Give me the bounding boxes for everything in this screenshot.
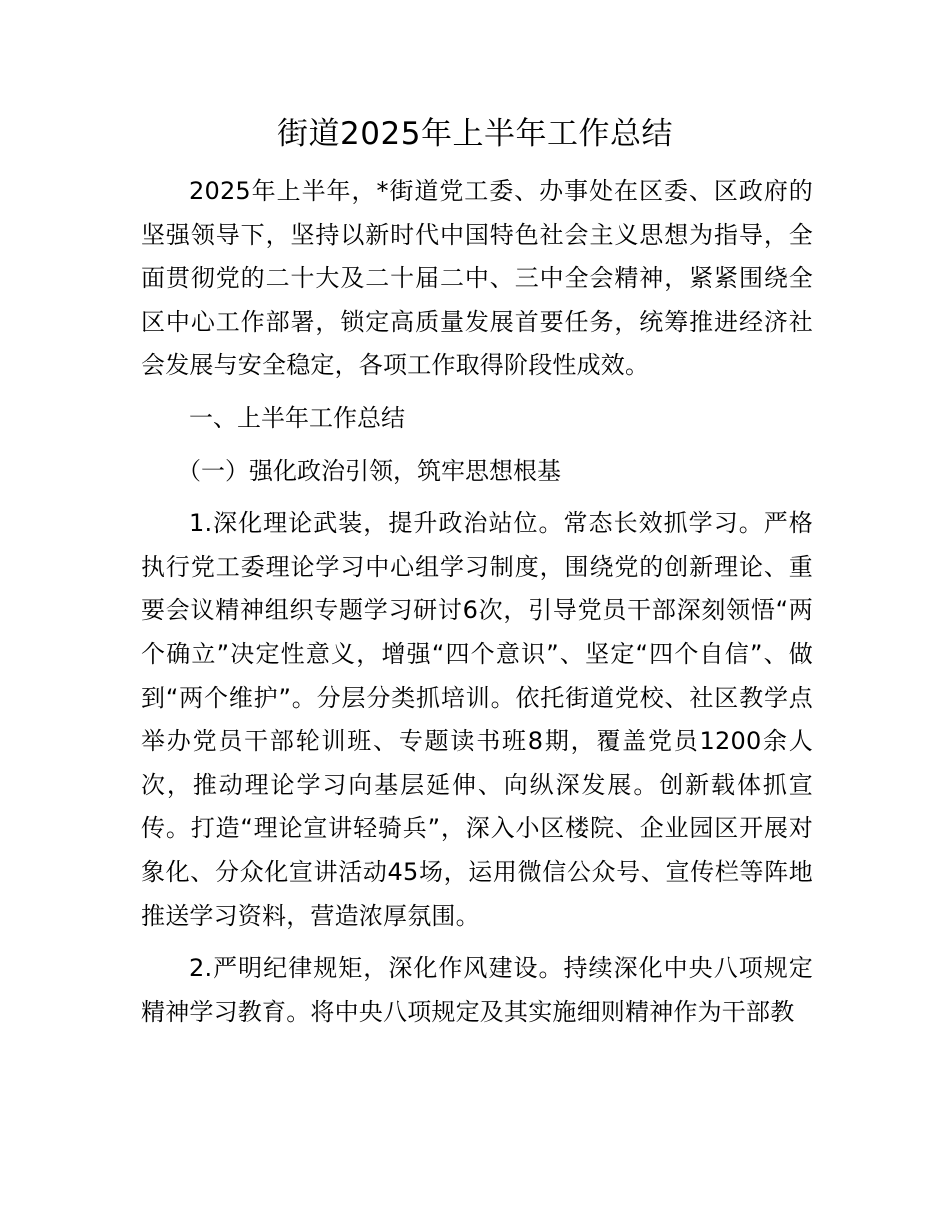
section-heading: 一、上半年工作总结 [189,403,405,432]
intro-paragraph: 2025年上半年，*街道党工委、办事处在区委、区政府的坚强领导下，坚持以新时代中国特色社会主义思想为指导，全面贯彻党的二十大及二十届二中、三中全会精神，紧紧围绕全区中心工作部署，锁定高质量发展首要任务，统筹推进经济社会发展与安全稳定，各项工作取得阶段性成效。 [141,177,813,380]
item-2-paragraph: 2.严明纪律规矩，深化作风建设。持续深化中央八项规定精神学习教育。将中央八项规定及其实施细则精神作为干部教 [141,954,813,1026]
item-1-paragraph: 1.深化理论武装，提升政治站位。常态长效抓学习。严格执行党工委理论学习中心组学习制度，围绕党的创新理论、重要会议精神组织专题学习研讨6次，引导党员干部深刻领悟“两个确立”决定性意义，增强“四个意识”、坚定“四个自信”、做到“两个维护”。分层分类抓培训。依托街道党校、社区教学点举办党员干部轮训班、专题读书班8期，覆盖党员1200余人次，推动理论学习向基层延伸、向纵深发展。创新载体抓宣传。打造“理论宣讲轻骑兵”，深入小区楼院、企业园区开展对象化、分众化宣讲活动45场，运用微信公众号、宣传栏等阵地推送学习资料，营造浓厚氛围。 [141,509,813,930]
subsection-heading: （一）强化政治引领，筑牢思想根基 [177,456,561,485]
document-title: 街道2025年上半年工作总结 [277,116,673,152]
document-body [141,170,813,1034]
